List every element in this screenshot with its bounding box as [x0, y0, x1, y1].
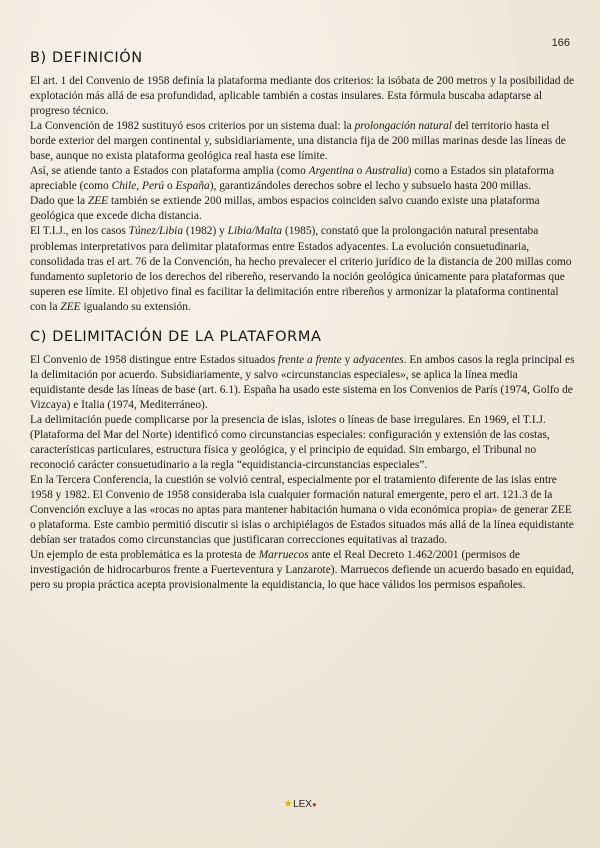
text-run: ) como a Estados sin plataforma apreciable (como: [30, 165, 555, 193]
section-definicion: [30, 50, 575, 315]
italic-text: Chile: [111, 180, 137, 193]
text-run: igualando su extensión.: [80, 300, 191, 313]
text-run: . En ambos casos la regla principal es la delimitación por acuerdo. Subsidiariamente, y salvo «circunstancias especiales», se aplica la línea media equidistante desde las líneas de base (art. 6.1). España ha usado este sistema en los Convenios de París (1974, Golfo de Vizcaya) e Italia (1974, Mediterráneo).: [30, 353, 575, 411]
paragraph: [30, 224, 575, 314]
text-run: En la Tercera Conferencia, la cuestión se volvió central, especialmente por el tratamiento diferente de las islas entre 1958 y 1982. El Convenio de 1958 consideraba isla cualquier formación natural emergente, pero el art. 121.3 de la Convención excluye a las «rocas no aptas para mantener habitación humana o vida económica propia» de generar ZEE o plataforma. Este cambio permitió discutir si islas o archipiélagos de Estados situados más allá de la línea equidistante debían ser tratados como circunstancias que justificaran correcciones equitativas al trazado.: [30, 474, 574, 547]
italic-text: Australia: [365, 165, 408, 178]
paragraph: [30, 119, 575, 164]
text-run: El T.I.J., en los casos: [30, 225, 129, 238]
paragraph: [30, 353, 575, 413]
italic-text: Argentina: [308, 165, 354, 178]
text-run: El art. 1 del Convenio de 1958 definía la plataforma mediante dos criterios: la isóbata de 200 metros y la posibilidad de explotación más allá de esa profundidad, aplicable también a costas insulares. Esta fórmula buscaba adaptarse al progreso técnico.: [30, 75, 575, 118]
italic-text: Libia/Malta: [227, 225, 283, 238]
section-paragraphs: [30, 353, 575, 594]
text-run: del territorio hasta el borde exterior del margen continental y, subsidiariamente, una distancia fija de 200 millas marinas desde las líneas de base, aunque no exista plataforma geológica real hasta ese límite.: [30, 120, 566, 163]
text-run: La Convención de 1982 sustituyó esos criterios por un sistema dual: la: [30, 120, 355, 133]
italic-text: prolongación natural: [354, 120, 452, 133]
brand-name: LEX: [293, 799, 312, 810]
section-delimitacion: [30, 329, 575, 594]
drop-icon: ●: [311, 800, 317, 809]
italic-text: Marruecos: [258, 549, 309, 562]
text-run: o: [164, 180, 176, 193]
italic-text: frente a frente: [278, 353, 342, 366]
italic-text: ZEE: [60, 300, 81, 313]
paragraph: [30, 548, 575, 593]
paragraph: [30, 164, 575, 194]
text-run: (1982) y: [183, 225, 228, 238]
italic-text: adyacentes: [353, 353, 404, 366]
italic-text: Perú: [141, 180, 165, 193]
italic-text: España: [175, 180, 210, 193]
text-run: también se extiende 200 millas, ambos espacios coinciden salvo cuando existe una plataforma geológica que excede dicha distancia.: [30, 195, 540, 223]
section-heading: C) DELIMITACIÓN DE LA PLATAFORMA: [30, 328, 322, 345]
text-run: y: [341, 353, 354, 366]
text-run: Así, se atiende tanto a Estados con plataforma amplia (como: [30, 165, 309, 178]
text-run: (1985), constató que la prolongación natural presentaba problemas interpretativos para delimitar plataformas entre Estados adyacentes. La evolución consuetudinaria, consolidada tras el art. 76 de la Convención, ha hecho prevalecer el criterio jurídico de la distancia de 200 millas como fundamento supletorio de los derechos del ribereño, reservando la noción geológica únicamente para plataformas que superen ese límite. El objetivo final es facilitar la delimitación entre ribereños y armonizar la plataforma continental con la: [30, 225, 572, 313]
text-run: o: [353, 165, 366, 178]
text-run: ), garantizándoles derechos sobre el lecho y subsuelo hasta 200 millas.: [209, 180, 532, 193]
section-paragraphs: [30, 74, 575, 315]
paragraph: [30, 74, 575, 119]
footer-logo: [0, 797, 600, 810]
paragraph: [30, 194, 575, 224]
page-number: 166: [551, 37, 570, 49]
section-heading: B) DEFINICIÓN: [30, 50, 143, 66]
text-run: ,: [136, 180, 142, 193]
text-run: Un ejemplo de esta problemática es la protesta de: [30, 549, 259, 562]
text-run: La delimitación puede complicarse por la presencia de islas, islotes o líneas de base irregulares. En 1969, el T.I.J. (Plataforma del Mar del Norte) identificó como circunstancias especiales: configuración y extensión de las costas, características particulares, estructura física y geológica, y el principio de equidad. Sin embargo, el Tribunal no reconoció carácter consuetudinario a la regla “equidistancia-circunstancias especiales”.: [30, 413, 550, 472]
italic-text: Túnez/Libia: [128, 225, 184, 238]
paragraph: [30, 473, 575, 548]
text-run: Dado que la: [30, 195, 88, 208]
italic-text: ZEE: [87, 195, 109, 208]
star-icon: ★: [283, 798, 294, 810]
text-run: El Convenio de 1958 distingue entre Estados situados: [30, 353, 279, 366]
paragraph: [30, 413, 575, 473]
document-body: [30, 50, 575, 594]
text-run: ante el Real Decreto 1.462/2001 (permisos de investigación de hidrocarburos frente a Fuerteventura y Lanzarote). Marruecos defiende un acuerdo basado en equidad, pero su propia práctica acepta provisionalmente la equidistancia, lo que hace válidos los permisos españoles.: [30, 549, 574, 592]
